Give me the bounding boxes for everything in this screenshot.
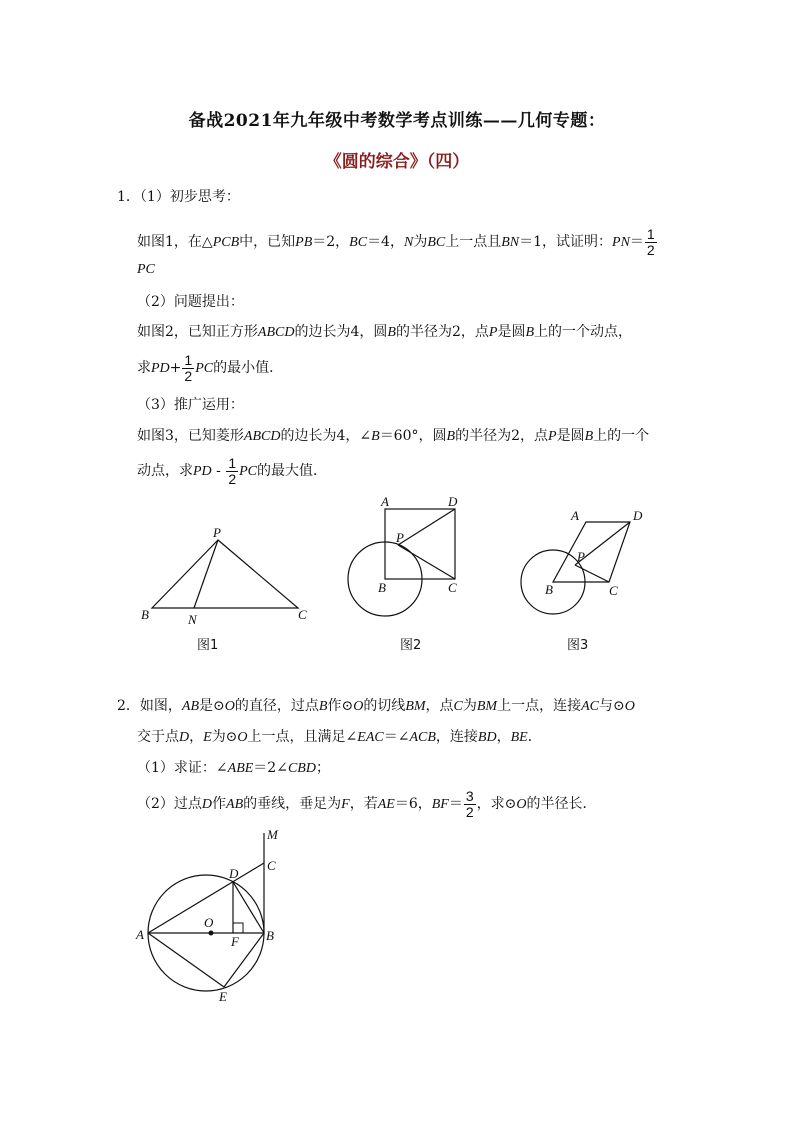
q1-part2-label: （2）问题提出： xyxy=(137,294,244,310)
figure-2 xyxy=(348,494,458,653)
q2-part1: （1）求证：∠ABE＝2∠CBD； xyxy=(137,760,330,776)
fraction-three-halves: $\frac{3}{2}$ xyxy=(465,787,474,820)
label-a: A xyxy=(136,927,144,942)
q1-part3-text-cont: 动点，求PD - $\frac{1}{2}$ PC的最大值． xyxy=(137,454,327,487)
segment-pd xyxy=(398,509,455,545)
label-d: D xyxy=(229,866,239,881)
figure-q2 xyxy=(135,827,279,1004)
label-b: B xyxy=(141,607,149,622)
triangle-pbc xyxy=(152,540,298,608)
label-d: D xyxy=(633,508,643,523)
label-c: C xyxy=(609,583,618,598)
segment-pc xyxy=(575,565,609,582)
label-m: M xyxy=(267,827,278,842)
label-b: B xyxy=(545,582,553,597)
fraction-one-half: $\frac{1}{2}$ xyxy=(646,225,655,258)
q2-part2: （2）过点D作AB的垂线，垂足为F，若AE＝6，BF＝ $\frac{3}{2}$ ，求⊙O的半径长． xyxy=(137,787,597,820)
label-c: C xyxy=(298,607,307,622)
label-p: P xyxy=(213,525,221,540)
right-angle-mark xyxy=(233,923,243,933)
page-title: 备战2021年九年级中考数学考点训练——几何专题： xyxy=(188,111,606,131)
label-n: N xyxy=(188,612,197,627)
q2-line1: 2．如图，AB是⊙O的直径，过点B作⊙O的切线BM，点C为BM上一点，连接AC与⊙O xyxy=(117,698,635,714)
label-a: A xyxy=(571,508,579,523)
segment-ae xyxy=(148,933,224,987)
q2-number: 2． xyxy=(117,698,140,714)
label-o: O xyxy=(204,915,214,930)
fraction-one-half: $\frac{1}{2}$ xyxy=(184,351,193,384)
label-a: A xyxy=(381,494,389,509)
label-p: P xyxy=(396,530,404,545)
label-b: B xyxy=(378,580,386,595)
caption-fig3: 图3 xyxy=(567,638,589,653)
q1-part3-text: 如图3，已知菱形ABCD的边长为4，∠B＝60°，圆B的半径为2，点P是圆B上的一个 xyxy=(137,428,650,444)
q1-part3-label: （3）推广运用： xyxy=(137,397,244,413)
center-point-o xyxy=(209,931,214,936)
label-c: C xyxy=(267,858,276,873)
q1-part2-text: 如图2，已知正方形ABCD的边长为4，圆B的半径为2，点P是圆B上的一个动点， xyxy=(137,324,633,340)
q1-part1-label: （1）初步思考： xyxy=(139,189,240,205)
segment-bd xyxy=(233,882,264,933)
caption-fig2: 图2 xyxy=(400,638,422,653)
label-b: B xyxy=(266,928,274,943)
q1-part2-text-cont: 求PD+ $\frac{1}{2}$ PC的最小值． xyxy=(137,351,284,384)
q1-part1-text-cont: PC xyxy=(137,262,155,277)
figure-1 xyxy=(141,525,307,653)
fraction-one-half: $\frac{1}{2}$ xyxy=(228,454,237,487)
page-subtitle: 《圆的综合》（四） xyxy=(324,152,470,172)
label-e: E xyxy=(219,989,227,1004)
label-d: D xyxy=(448,494,458,509)
caption-fig1: 图1 xyxy=(197,638,219,653)
label-c: C xyxy=(448,580,457,595)
q1-part1-text: 如图1，在△PCB中，已知PB＝2，BC＝4，N为BC上一点且BN＝1，试证明：PN＝ $\frac{1}{2}$ xyxy=(137,225,655,258)
segment-pc xyxy=(398,545,455,579)
q2-line2: 交于点D，E为⊙O上一点，且满足∠EAC＝∠ACB，连接BD，BE． xyxy=(137,729,542,745)
label-f: F xyxy=(231,934,239,949)
figure-3 xyxy=(521,508,643,653)
segment-pn xyxy=(194,540,218,608)
label-p: P xyxy=(577,549,585,564)
q1-number: 1． xyxy=(117,189,140,205)
